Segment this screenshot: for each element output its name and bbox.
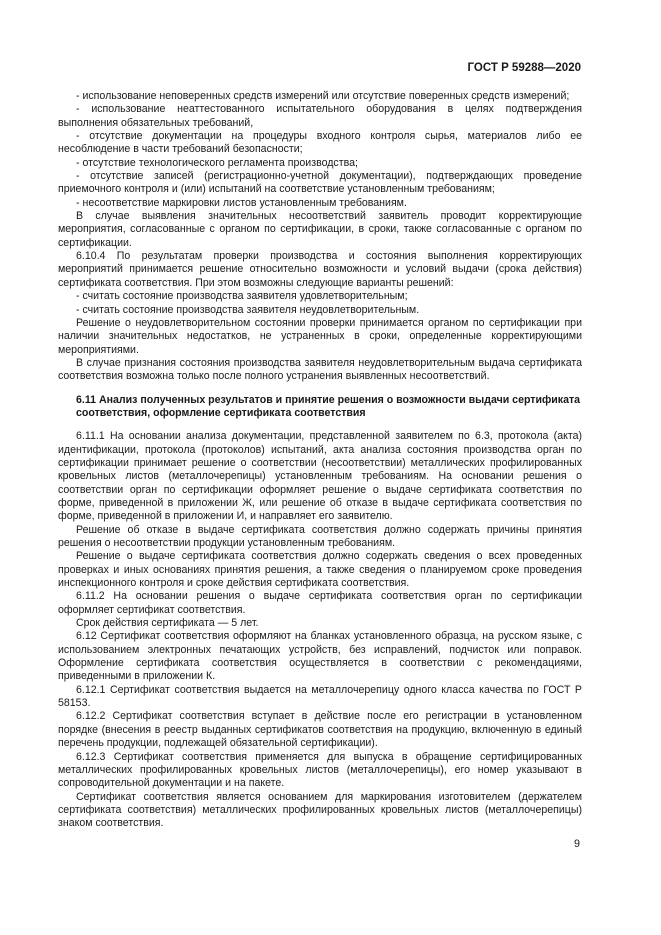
paragraph: В случае выявления значительных несоответствий заявитель проводит корректирующие мероприятия, согласованные с органом по сертификации, в сроки, также согласованные с органом по сертификации.	[58, 210, 582, 249]
paragraph: Решение о выдаче сертификата соответствия должно содержать сведения о всех проведенных проверках и иных основаниях принятия решения, а также сведения о планируемом сроке проведения инспекционного контроля и сроке действия сертификата соответствия.	[58, 550, 582, 590]
paragraph: Решение об отказе в выдаче сертификата соответствия должно содержать причины принятия решения о несоответствии продукции установленным требованиям.	[58, 523, 582, 549]
paragraph: 6.12.1 Сертификат соответствия выдается на металлочерепицу одного класса качества по ГОСТ Р 58153.	[58, 683, 582, 710]
paragraph: 6.12 Сертификат соответствия оформляют на бланках установленного образца, на русском языке, с использованием электронных печатающих устройств, без исправлений, подчисток или поправок. Оформление сертификата соответствия осуществляется в соответствии с рекомендациями, приведенными в приложении К.	[58, 630, 582, 683]
paragraph: - отсутствие технологического регламента производства;	[76, 156, 358, 169]
paragraph: - отсутствие записей (регистрационно-учетной документации), подтверждающих проведение приемочного контроля и (или) испытаний на соответствие установленным требованиям;	[58, 170, 582, 196]
paragraph: - считать состояние производства заявителя неудовлетворительным.	[76, 303, 420, 316]
section-heading: 6.11 Анализ полученных результатов и принятие решения о возможности выдачи сертификата соответствия, оформление сертификата соответствия	[76, 393, 581, 419]
page-body	[58, 90, 582, 831]
paragraph: 6.11.2 На основании решения о выдаче сертификата соответствия орган по сертификации оформляет сертификат соответствия.	[58, 590, 582, 616]
paragraph: - считать состояние производства заявителя удовлетворительным;	[76, 290, 408, 303]
document-header: ГОСТ Р 59288—2020	[467, 62, 581, 74]
paragraph: В случае признания состояния производства заявителя неудовлетворительным выдача сертификата соответствия возможна только после полного устранения выявленных несоответствий.	[58, 356, 582, 383]
paragraph: Срок действия сертификата — 5 лет.	[76, 617, 259, 630]
paragraph: Решение о неудовлетворительном состоянии проверки принимается органом по сертификации при наличии значительных недостатков, не устраненных в сроки, определенные корректирующими мероприятиями.	[58, 316, 582, 356]
paragraph: Сертификат соответствия является основанием для маркирования изготовителем (держателем сертификата соответствия) металлических профилированных кровельных листов (металлочерепицы) знаком соответствия.	[58, 790, 582, 830]
paragraph: - использование неповеренных средств измерений или отсутствие поверенных средств измерений;	[76, 90, 570, 102]
paragraph: - отсутствие документации на процедуры входного контроля сырья, материалов либо ее несоблюдение в части требований безопасности;	[58, 130, 582, 156]
paragraph: - несоответствие маркировки листов установленным требованиям.	[76, 196, 407, 209]
paragraph: 6.10.4 По результатам проверки производства и состояния выполнения корректирующих мероприятий принимается решение относительно возможности и условий выдачи (срока действия) сертификата соответствия. При этом возможны следующие варианты решений:	[58, 250, 582, 289]
page-number: 9	[573, 838, 580, 850]
paragraph: 6.12.2 Сертификат соответствия вступает в действие после его регистрации в установленном порядке (внесения в реестр выданных сертификатов соответствия на продукцию, включенную в единый перечень продукции, подлежащей обязательной сертификации).	[58, 710, 582, 750]
paragraph: 6.12.3 Сертификат соответствия применяется для выпуска в обращение сертифицированных металлических профилированных кровельных листов (металлочерепицы), его номер указывают в сопроводительной документации и на пакете.	[58, 750, 582, 790]
paragraph: - использование неаттестованного испытательного оборудования в целях подтверждения выполнения обязательных требований,	[58, 103, 582, 129]
paragraph: 6.11.1 На основании анализа документации, представленной заявителем по 6.3, протокола (акта) идентификации, протокола (протоколов) испытаний, акта анализа состояния производства орган по сертификации принимает решение о соответствии (несоответствии) металлических профилированных кровельных листов (металлочерепицы) установленным требованиям. На основании решения о соответствии орган по сертификации оформляет решение о выдаче сертификата соответствия по форме, приведенной в приложении Ж, или решение об отказе в выдаче сертификата соответствия по форме, приведенной в приложении И, и направляет его заявителю.	[58, 430, 582, 523]
